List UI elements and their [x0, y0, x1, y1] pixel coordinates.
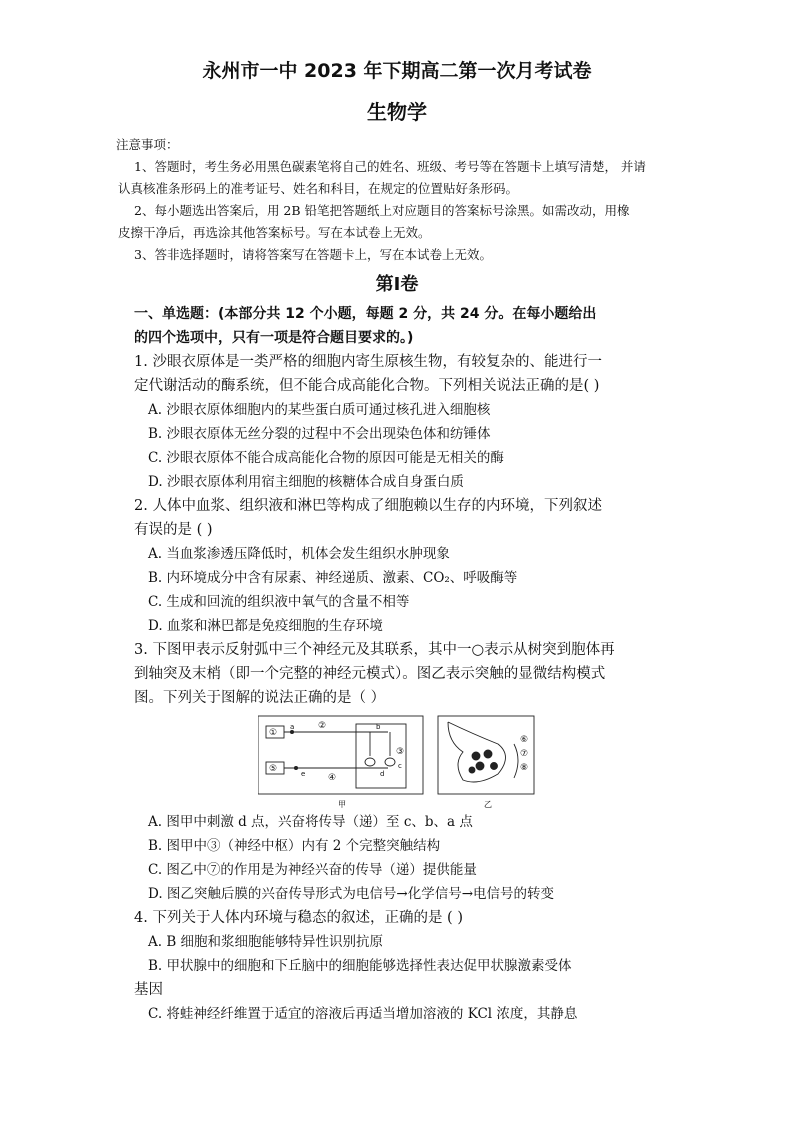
- figure-jia-labels: [269, 721, 404, 783]
- vesicle: [491, 763, 498, 770]
- vesicle: [472, 752, 480, 760]
- neuron-figure: [258, 714, 538, 810]
- option-b: B. 图甲中③（神经中枢）内有 2 个完整突触结构: [148, 838, 441, 854]
- question-stem: 定代谢活动的酶系统，但不能合成高能化合物。下列相关说法正确的是( ): [134, 378, 600, 394]
- question-stem: 1. 沙眼衣原体是一类严格的细胞内寄生原核生物，有较复杂的、能进行一: [134, 354, 602, 370]
- label-2: ②: [318, 721, 327, 731]
- option-b: B. 甲状腺中的细胞和下丘脑中的细胞能够选择性表达促甲状腺激素受体: [148, 958, 572, 974]
- label-4: ④: [328, 773, 337, 783]
- option-a: A. B 细胞和浆细胞能够特异性识别抗原: [148, 934, 384, 950]
- option-b: B. 内环境成分中含有尿素、神经递质、激素、CO₂、呼吸酶等: [148, 570, 518, 586]
- notice-heading: 注意事项：: [116, 137, 179, 152]
- cell-body-2: [385, 758, 395, 766]
- label-d: d: [380, 770, 385, 778]
- postsynaptic-membrane: [514, 744, 518, 778]
- vesicle: [484, 750, 492, 758]
- question-stem: 有误的是 ( ): [134, 522, 213, 538]
- option-a: A. 图甲中刺激 d 点，兴奋将传导（递）至 c、b、a 点: [148, 814, 473, 830]
- label-1: ①: [269, 728, 278, 738]
- label-a: a: [290, 723, 295, 731]
- option-b: B. 沙眼衣原体无丝分裂的过程中不会出现染色体和纺锤体: [148, 426, 491, 442]
- notice-item: 3、答非选择题时，请将答案写在答题卡上，写在本试卷上无效。: [134, 247, 492, 262]
- question-stem: 2. 人体中血浆、组织液和淋巴等构成了细胞赖以生存的内环境，下列叙述: [134, 498, 602, 514]
- label-c: c: [398, 762, 402, 770]
- label-7: ⑦: [520, 749, 529, 759]
- question-stem: 图。下列关于图解的说法正确的是（ ）: [134, 690, 386, 706]
- section-title: 第Ⅰ卷: [375, 274, 419, 295]
- notice-block: [118, 134, 678, 266]
- question-block-2: [134, 810, 664, 1026]
- label-8: ⑧: [520, 763, 529, 773]
- label-e: e: [301, 770, 306, 778]
- section-intro: 一、单选题：(本部分共 12 个小题，每题 2 分，共 24 分。在每小题给出: [134, 306, 597, 322]
- option-d: D. 血浆和淋巴都是免疫细胞的生存环境: [148, 618, 383, 634]
- exam-subject: 生物学: [367, 100, 427, 124]
- option-c: C. 图乙中⑦的作用是为神经兴奋的传导（递）提供能量: [148, 862, 477, 878]
- option-c: C. 生成和回流的组织液中氧气的含量不相等: [148, 594, 410, 610]
- vesicle: [476, 762, 484, 770]
- option-d: D. 沙眼衣原体利用宿主细胞的核糖体合成自身蛋白质: [148, 474, 464, 490]
- question-stem: 4. 下列关于人体内环境与稳态的叙述，正确的是 ( ): [134, 910, 463, 926]
- label-b: b: [376, 723, 381, 731]
- option-c: C. 将蛙神经纤维置于适宜的溶液后再适当增加溶液的 KCl 浓度，其静息: [148, 1006, 578, 1022]
- question-block-1: [134, 302, 664, 710]
- figure-caption-yi: 乙: [484, 800, 492, 809]
- vesicle: [469, 767, 475, 773]
- option-d: D. 图乙突触后膜的兴奋传导形式为电信号→化学信号→电信号的转变: [148, 886, 555, 902]
- notice-item: 皮擦干净后，再选涂其他答案标号。写在本试卷上无效。: [118, 225, 431, 240]
- figure-caption-jia: 甲: [338, 800, 346, 809]
- option-a: A. 当血浆渗透压降低时，机体会发生组织水肿现象: [148, 546, 450, 562]
- question-stem: 3. 下图甲表示反射弧中三个神经元及其联系，其中一○表示从树突到胞体再: [134, 642, 615, 658]
- figure-yi-labels: [520, 735, 528, 773]
- option-c: C. 沙眼衣原体不能合成高能化合物的原因可能是无相关的酶: [148, 450, 504, 466]
- cell-body-1: [365, 758, 375, 766]
- notice-item: 1、答题时，考生务必用黑色碳素笔将自己的姓名、班级、考号等在答题卡上填写清楚， 并请: [134, 159, 646, 174]
- question-stem: 到轴突及末梢（即一个完整的神经元模式）。图乙表示突触的显微结构模式: [134, 666, 606, 682]
- section-intro: 的四个选项中，只有一项是符合题目要求的。): [134, 330, 414, 346]
- option-a: A. 沙眼衣原体细胞内的某些蛋白质可通过核孔进入细胞核: [148, 402, 491, 418]
- label-3: ③: [396, 747, 405, 757]
- exam-title: 永州市一中 2023 年下期高二第一次月考试卷: [202, 60, 592, 82]
- point-e-dot: [294, 766, 297, 769]
- notice-item: 2、每小题选出答案后，用 2B 铅笔把答题纸上对应题目的答案标号涂黑。如需改动，用橡: [134, 203, 630, 218]
- notice-item: 认真核准条形码上的准考证号、姓名和科目，在规定的位置贴好条形码。: [118, 181, 519, 196]
- label-5: ⑤: [269, 764, 278, 774]
- label-6: ⑥: [520, 735, 529, 745]
- option-b-cont: 基因: [134, 982, 163, 998]
